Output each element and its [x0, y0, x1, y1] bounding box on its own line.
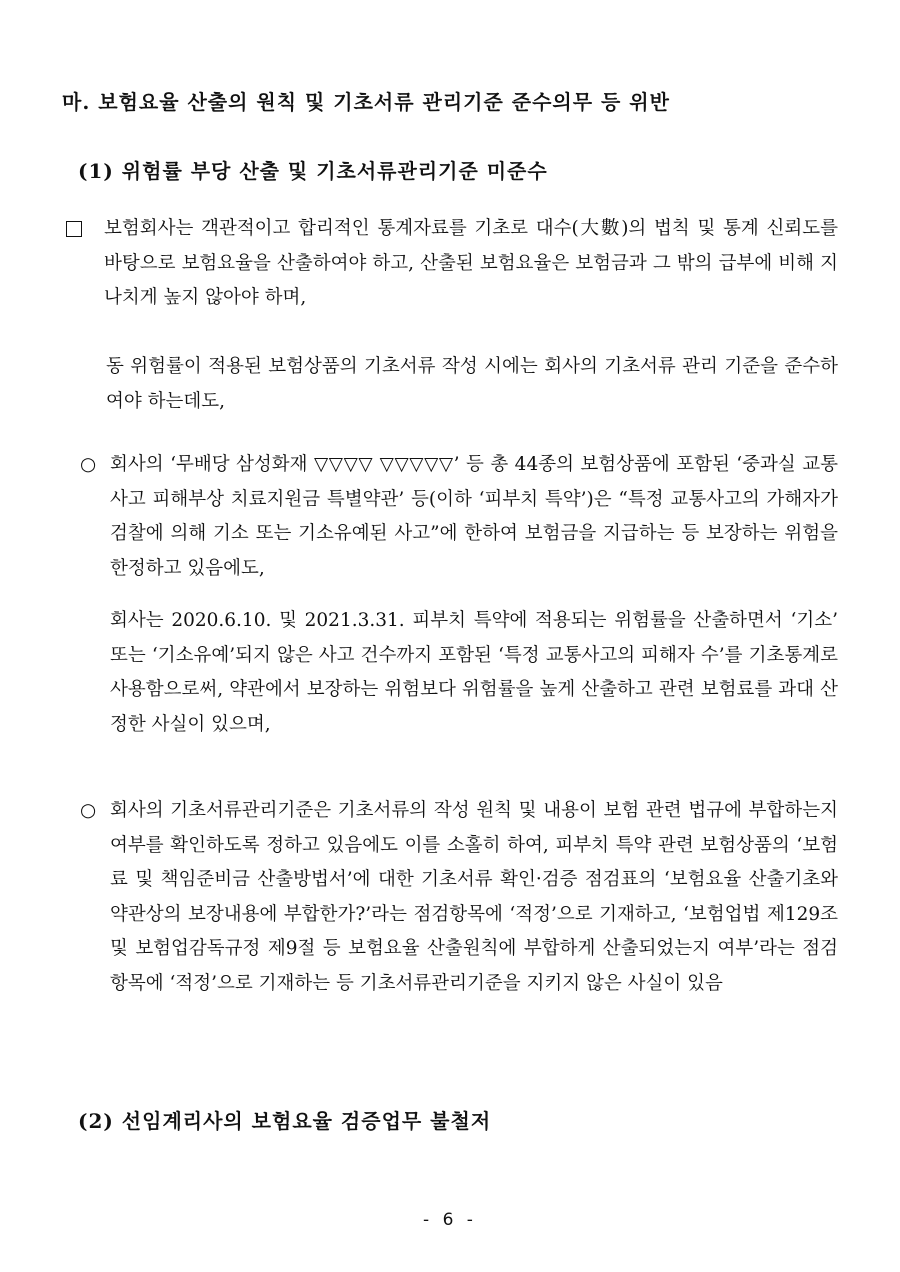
bullet-1-continuation-text: 회사는 2020.6.10. 및 2021.3.31. 피부치 특약에 적용되는 위험률을 산출하면서 ‘기소’ 또는 ‘기소유예’되지 않은 사고 건수까지 포함된 ‘특정 교통사고의 피해자 수’를 기초통계로 사용함으로써, 약관에서 보장하는 위험보다 위험률을 높게 산출하고 관련 보험료를 과대 산정한 사실이 있으며,	[110, 610, 838, 735]
box-paragraph-text: 보험회사는 객관적이고 합리적인 통계자료를 기초로 대수(大數)의 법칙 및 통계 신뢰도를 바탕으로 보험요율을 산출하여야 하고, 산출된 보험요율은 보험금과 그 밖의 급부에 비해 지나치게 높지 않아야 하며,	[104, 218, 838, 308]
bullet-1-continuation	[110, 604, 838, 742]
box-paragraph-2-text: 동 위험률이 적용된 보험상품의 기초서류 작성 시에는 회사의 기초서류 관리 기준을 준수하여야 하는데도,	[106, 356, 838, 412]
section-heading-ma: 마. 보험요율 산출의 원칙 및 기초서류 관리기준 준수의무 등 위반	[62, 90, 670, 114]
box-paragraph-continuation	[106, 350, 838, 419]
bullet-item-1	[80, 448, 838, 586]
bullet-2-text: 회사의 기초서류관리기준은 기초서류의 작성 원칙 및 내용이 보험 관련 법규에 부합하는지 여부를 확인하도록 정하고 있음에도 이를 소홀히 하여, 피부치 특약 관련 보험상품의 ‘보험료 및 책임준비금 산출방법서’에 대한 기초서류 확인·검증 점검표의 ‘보험요율 산출기초와 약관상의 보장내용에 부합한가?’라는 점검항목에 ‘적정’으로 기재하고, ‘보험업법 제129조 및 보험업감독규정 제9절 등 보험요율 산출원칙에 부합하게 산출되었는지 여부’라는 점검 항목에 ‘적정’으로 기재하는 등 기초서류관리기준을 지키지 않은 사실이 있음	[110, 800, 838, 994]
subsection-heading-1: (1) 위험률 부당 산출 및 기초서류관리기준 미준수	[78, 159, 548, 183]
circle-bullet-icon: ○	[80, 800, 97, 821]
page-number: - 6 -	[423, 1210, 477, 1230]
box-paragraph	[66, 212, 838, 316]
bullet-item-2	[80, 794, 838, 1001]
bullet-1-text: 회사의 ‘무배당 삼성화재 ▽▽▽▽ ▽▽▽▽▽’ 등 총 44종의 보험상품에 포함된 ‘중과실 교통사고 피해부상 치료지원금 특별약관’ 등(이하 ‘피부치 특약’)은 “특정 교통사고의 가해자가 검찰에 의해 기소 또는 기소유예된 사고”에 한하여 보험금을 지급하는 등 보장하는 위험을 한정하고 있음에도,	[110, 454, 838, 579]
checkbox-square-icon	[66, 221, 82, 237]
circle-bullet-icon: ○	[80, 454, 97, 475]
subsection-heading-2: (2) 선임계리사의 보험요율 검증업무 불철저	[78, 1109, 492, 1133]
